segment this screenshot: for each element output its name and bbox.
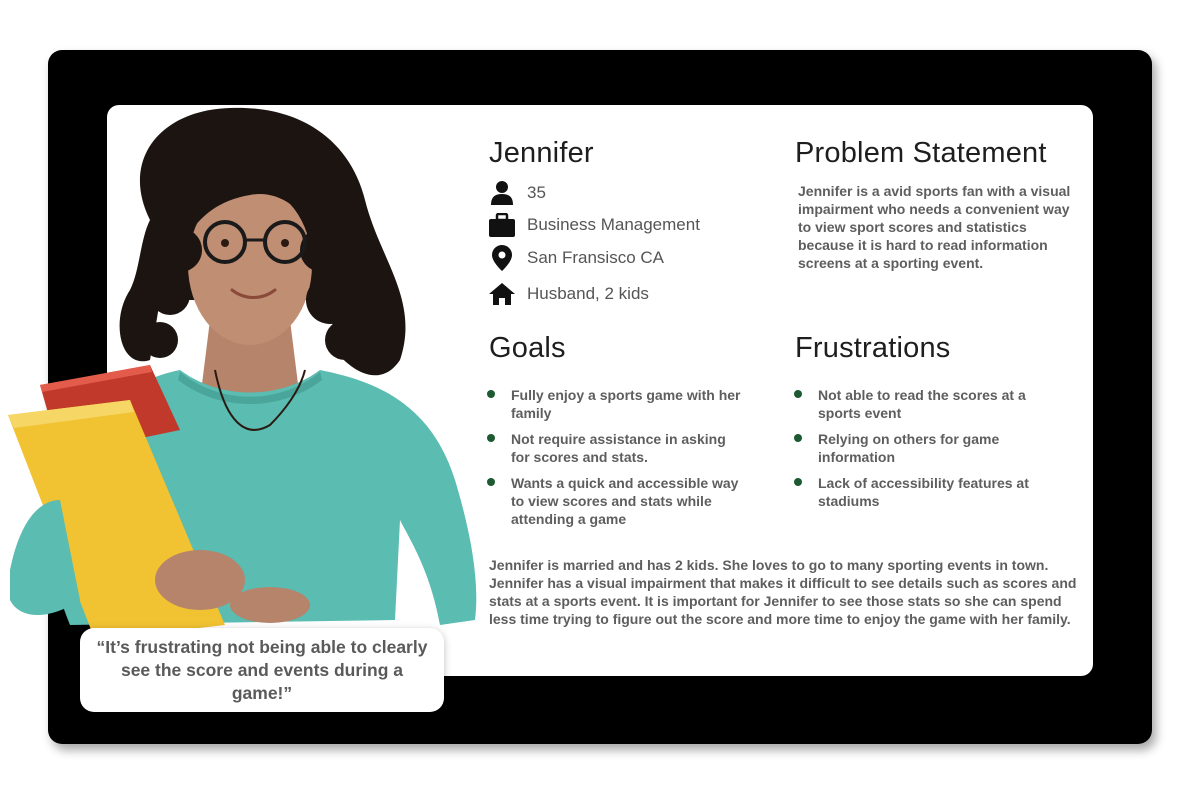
problem-statement-text: Jennifer is a avid sports fan with a visual impairment who needs a convenient way to view sport scores and statistics because it is hard to read information screens at a sporting event. [798, 183, 1071, 271]
briefcase-icon [489, 212, 515, 238]
frustrations-title: Frustrations [795, 332, 951, 364]
frustrations-list [794, 386, 1044, 518]
problem-statement-title: Problem Statement [795, 137, 1047, 169]
occupation-value: Business Management [527, 215, 700, 234]
age-row [489, 180, 546, 206]
goal-item: Wants a quick and accessible way to view scores and stats while attending a game [487, 474, 747, 528]
persona-bio: Jennifer is married and has 2 kids. She loves to go to many sporting events in town. Jennifer has a visual impairment that makes it difficult to see details such as scores and stats at a sports event. It is important for Jennifer to see those stats so she can spend less time trying to figure out the score and more time to enjoy the game with her family. [489, 557, 1077, 627]
goal-item: Not require assistance in asking for scores and stats. [487, 430, 747, 466]
persona-photo [0, 100, 490, 660]
persona-quote [80, 628, 444, 712]
quote-text: “It’s frustrating not being able to clearly see the score and events during a game!” [96, 636, 428, 703]
goal-item: Fully enjoy a sports game with her family [487, 386, 747, 422]
frustration-item: Not able to read the scores at a sports event [794, 386, 1044, 422]
home-icon [489, 281, 515, 307]
frustration-item: Lack of accessibility features at stadiums [794, 474, 1044, 510]
location-row [489, 245, 664, 271]
family-row [489, 281, 649, 307]
persona-name: Jennifer [489, 137, 594, 169]
location-value: San Fransisco CA [527, 248, 664, 267]
location-pin-icon [489, 245, 515, 271]
family-value: Husband, 2 kids [527, 284, 649, 303]
person-icon [489, 180, 515, 206]
frustration-item: Relying on others for game information [794, 430, 1044, 466]
goals-title: Goals [489, 332, 566, 364]
age-value: 35 [527, 183, 546, 202]
occupation-row [489, 212, 700, 238]
goals-list [487, 386, 747, 536]
